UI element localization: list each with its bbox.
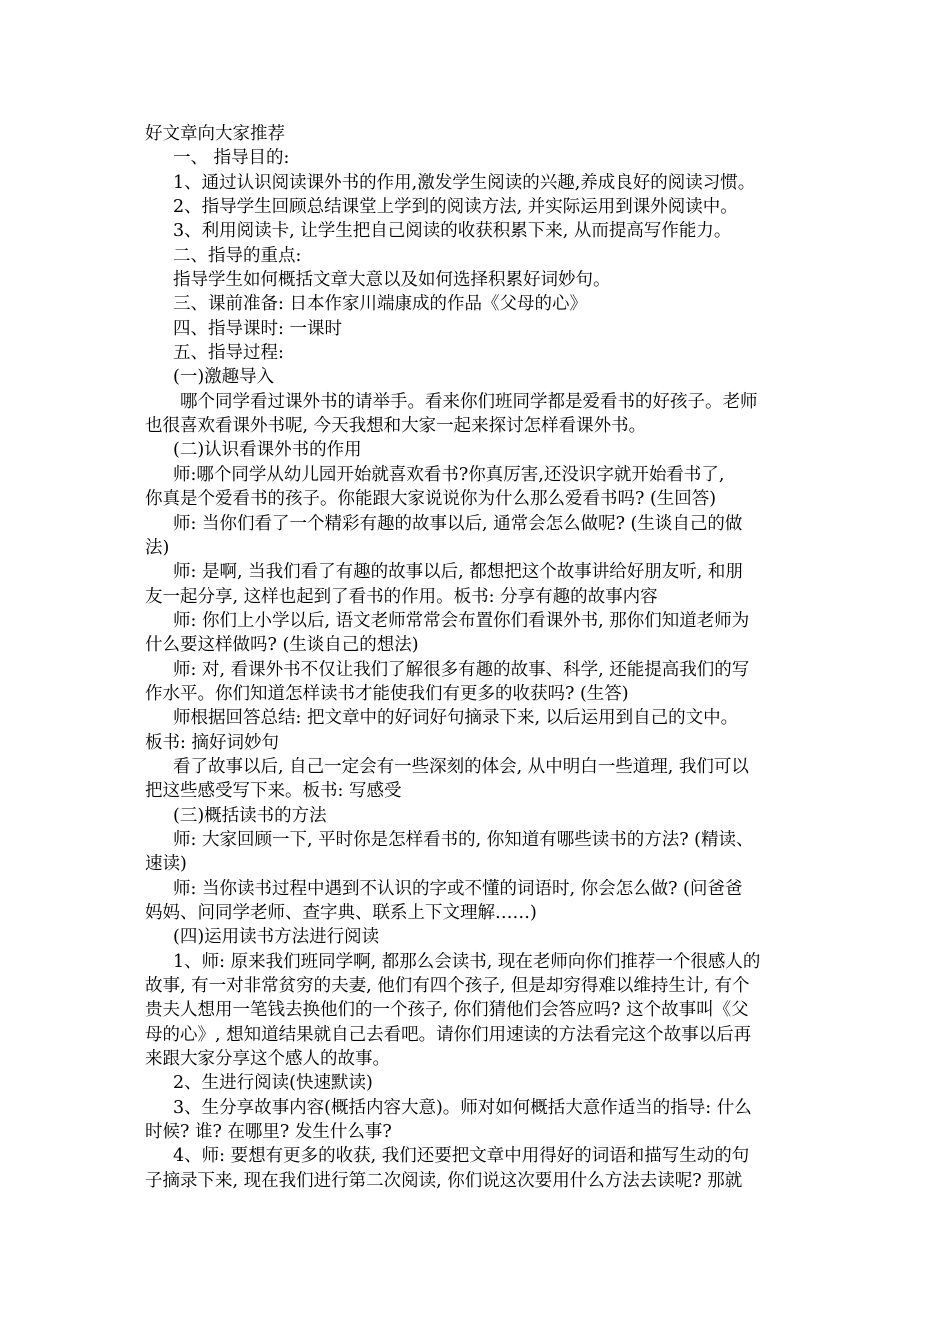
paragraph-line: 妈妈、问同学老师、查字典、联系上下文理解……) (145, 903, 537, 923)
section-heading: 一、 指导目的: (173, 148, 290, 169)
subsection-heading: (一)激趣导入 (173, 367, 275, 388)
paragraph-line: 师: 对, 看课外书不仅让我们了解很多有趣的故事、科学, 还能提高我们的写 (173, 659, 750, 680)
document-title: 好文章向大家推荐 (145, 124, 285, 144)
subsection-heading: (三)概括读书的方法 (173, 805, 327, 826)
paragraph-line: 什么要这样做吗? (生谈自己的想法) (145, 635, 419, 656)
paragraph-line: 3、利用阅读卡, 让学生把自己阅读的收获积累下来, 从而提高写作能力。 (173, 221, 732, 242)
paragraph-line: 2、生进行阅读(快速默读) (173, 1073, 373, 1094)
paragraph-line: 作水平。你们知道怎样读书才能使我们有更多的收获吗? (生答) (145, 683, 629, 704)
subsection-heading: (二)认识看课外书的作用 (173, 440, 362, 461)
section-heading: 五、指导过程: (173, 343, 284, 364)
paragraph-line: 速读) (145, 854, 187, 875)
paragraph-line: 看了故事以后, 自己一定会有一些深刻的体会, 从中明白一些道理, 我们可以 (173, 756, 749, 777)
paragraph-line: 指导学生如何概括文章大意以及如何选择积累好词妙句。 (173, 270, 611, 291)
paragraph-line: 4、师: 要想有更多的收获, 我们还要把文章中用得好的词语和描写生动的句 (173, 1146, 750, 1167)
paragraph-line: 哪个同学看过课外书的请举手。看来你们班同学都是爱看书的好孩子。老师 (180, 391, 758, 412)
paragraph-line: 子摘录下来, 现在我们进行第二次阅读, 你们说这次要用什么方法去读呢? 那就 (145, 1170, 743, 1191)
paragraph-line: 法) (145, 537, 170, 558)
paragraph-line: 师: 你们上小学以后, 语文老师常常会布置你们看课外书, 那你们知道老师为 (173, 610, 750, 631)
paragraph-line: 也很喜欢看课外书呢, 今天我想和大家一起来探讨怎样看课外书。 (145, 416, 647, 437)
paragraph-line: 故事, 有一对非常贫穷的夫妻, 他们有四个孩子, 但是却穷得难以维持生计, 有个 (145, 976, 750, 997)
paragraph-line: 师: 是啊, 当我们看了有趣的故事以后, 都想把这个故事讲给好朋友听, 和朋 (173, 562, 743, 583)
section-heading: 三、课前准备: 日本作家川端康成的作品《父母的心》 (173, 294, 587, 315)
section-heading: 二、指导的重点: (173, 245, 302, 266)
paragraph-line: 1、师: 原来我们班同学啊, 都那么会读书, 现在老师向你们推荐一个很感人的 (173, 951, 761, 972)
paragraph-line: 友一起分享, 这样也起到了看书的作用。板书: 分享有趣的故事内容 (145, 586, 658, 607)
paragraph-line: 师根据回答总结: 把文章中的好词好句摘录下来, 以后运用到自己的文中。 (173, 708, 739, 729)
paragraph-line: 师: 大家回顾一下, 平时你是怎样看书的, 你知道有哪些读书的方法? (精读、 (173, 829, 754, 850)
paragraph-line: 把这些感受写下来。板书: 写感受 (145, 781, 402, 802)
section-heading: 四、指导课时: 一课时 (173, 318, 342, 339)
paragraph-line: 师: 当你读书过程中遇到不认识的字或不懂的词语时, 你会怎么做? (问爸爸 (173, 878, 743, 899)
document-page (145, 122, 815, 1193)
paragraph-line: 板书: 摘好词妙句 (145, 732, 279, 753)
paragraph-line: 来跟大家分享这个感人的故事。 (145, 1049, 390, 1070)
paragraph-line: 2、指导学生回顾总结课堂上学到的阅读方法, 并实际运用到课外阅读中。 (173, 197, 738, 218)
paragraph-line: 母的心》, 想知道结果就自己去看吧。请你们用速读的方法看完这个故事以后再 (145, 1024, 752, 1045)
paragraph-line: 时候? 谁? 在哪里? 发生什么事? (145, 1122, 392, 1143)
subsection-heading: (四)运用读书方法进行阅读 (173, 927, 380, 948)
paragraph-line: 贵夫人想用一笔钱去换他们的一个孩子, 你们猜他们会答应吗? 这个故事叫《父 (145, 1000, 749, 1021)
paragraph-line: 3、生分享故事内容(概括内容大意)。师对如何概括大意作适当的指导: 什么 (173, 1097, 752, 1118)
paragraph-line: 师:哪个同学从幼儿园开始就喜欢看书?你真厉害,还没识字就开始看书了, (173, 464, 725, 485)
paragraph-line: 1、通过认识阅读课外书的作用,激发学生阅读的兴趣,养成良好的阅读习惯。 (173, 172, 756, 193)
paragraph-line: 你真是个爱看书的孩子。你能跟大家说说你为什么那么爱看书吗? (生回答) (145, 489, 717, 510)
paragraph-line: 师: 当你们看了一个精彩有趣的故事以后, 通常会怎么做呢? (生谈自己的做 (173, 513, 743, 534)
